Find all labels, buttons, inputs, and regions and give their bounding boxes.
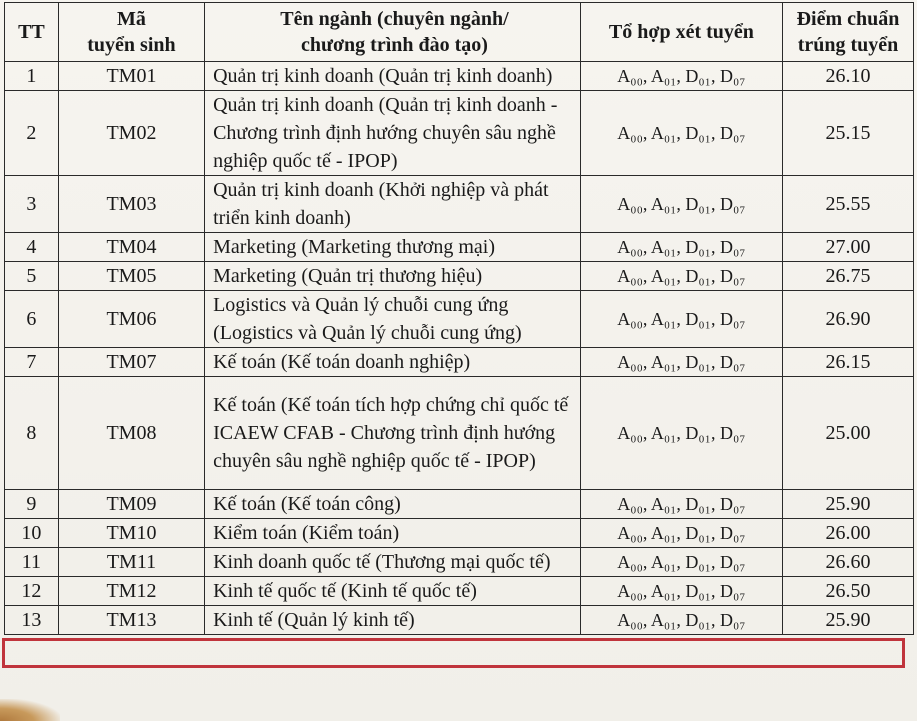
admission-score-table — [4, 2, 914, 635]
table-row — [5, 490, 914, 519]
row-name: Kế toán (Kế toán doanh nghiệp) — [205, 348, 581, 377]
row-tt: 8 — [5, 377, 59, 490]
row-code: TM02 — [58, 91, 204, 176]
row-tt: 9 — [5, 490, 59, 519]
row-name: Kinh doanh quốc tế (Thương mại quốc tế) — [205, 548, 581, 577]
header-combination: Tổ hợp xét tuyển — [580, 3, 782, 62]
row-combination: A₀₀, A₀₁, D₀₁, D₀₇ — [580, 91, 782, 176]
row-score: 25.15 — [782, 91, 913, 176]
row-code: TM09 — [58, 490, 204, 519]
row-code: TM01 — [58, 62, 204, 91]
row-name: Kinh tế quốc tế (Kinh tế quốc tế) — [205, 577, 581, 606]
row-score: 25.90 — [782, 490, 913, 519]
row-score: 26.00 — [782, 519, 913, 548]
row-name: Marketing (Marketing thương mại) — [205, 233, 581, 262]
row-tt: 10 — [5, 519, 59, 548]
row-combination: A₀₀, A₀₁, D₀₁, D₀₇ — [580, 348, 782, 377]
row-name: Kiểm toán (Kiểm toán) — [205, 519, 581, 548]
row-name: Logistics và Quản lý chuỗi cung ứng (Logistics và Quản lý chuỗi cung ứng) — [205, 291, 581, 348]
row-combination: A₀₀, A₀₁, D₀₁, D₀₇ — [580, 62, 782, 91]
row-code: TM06 — [58, 291, 204, 348]
row-combination: A₀₀, A₀₁, D₀₁, D₀₇ — [580, 233, 782, 262]
row-tt: 1 — [5, 62, 59, 91]
row-score: 26.50 — [782, 577, 913, 606]
header-code: Mã tuyển sinh — [58, 3, 204, 62]
corner-shadow — [0, 699, 60, 721]
row-tt: 12 — [5, 577, 59, 606]
table-row — [5, 519, 914, 548]
table-row — [5, 348, 914, 377]
row-combination: A₀₀, A₀₁, D₀₁, D₀₇ — [580, 377, 782, 490]
row-code: TM08 — [58, 377, 204, 490]
header-name: Tên ngành (chuyên ngành/ chương trình đào tạo) — [205, 3, 581, 62]
table-row — [5, 262, 914, 291]
row-name: Quản trị kinh doanh (Quản trị kinh doanh - Chương trình định hướng chuyên sâu nghề nghiệp quốc tế - IPOP) — [205, 91, 581, 176]
row-code: TM10 — [58, 519, 204, 548]
row-tt: 11 — [5, 548, 59, 577]
row-combination: A₀₀, A₀₁, D₀₁, D₀₇ — [580, 490, 782, 519]
row-code: TM05 — [58, 262, 204, 291]
table-row — [5, 548, 914, 577]
row-score: 27.00 — [782, 233, 913, 262]
row-name: Kế toán (Kế toán tích hợp chứng chỉ quốc tế ICAEW CFAB - Chương trình định hướng chuyên sâu nghề nghiệp quốc tế - IPOP) — [205, 377, 581, 490]
row-score: 26.10 — [782, 62, 913, 91]
row-code: TM11 — [58, 548, 204, 577]
row-code: TM12 — [58, 577, 204, 606]
row-name: Quản trị kinh doanh (Quản trị kinh doanh) — [205, 62, 581, 91]
row-score: 25.90 — [782, 606, 913, 635]
header-tt: TT — [5, 3, 59, 62]
table-header-row — [5, 3, 914, 62]
table-row — [5, 176, 914, 233]
row-tt: 13 — [5, 606, 59, 635]
row-combination: A₀₀, A₀₁, D₀₁, D₀₇ — [580, 606, 782, 635]
row-score: 26.15 — [782, 348, 913, 377]
row-combination: A₀₀, A₀₁, D₀₁, D₀₇ — [580, 519, 782, 548]
row-combination: A₀₀, A₀₁, D₀₁, D₀₇ — [580, 176, 782, 233]
table-row — [5, 291, 914, 348]
row-code: TM13 — [58, 606, 204, 635]
row-score: 25.55 — [782, 176, 913, 233]
row-combination: A₀₀, A₀₁, D₀₁, D₀₇ — [580, 262, 782, 291]
row-combination: A₀₀, A₀₁, D₀₁, D₀₇ — [580, 291, 782, 348]
row-combination: A₀₀, A₀₁, D₀₁, D₀₇ — [580, 548, 782, 577]
highlight-box — [2, 638, 905, 668]
row-score: 26.75 — [782, 262, 913, 291]
row-combination: A₀₀, A₀₁, D₀₁, D₀₇ — [580, 577, 782, 606]
row-tt: 5 — [5, 262, 59, 291]
row-score: 26.90 — [782, 291, 913, 348]
row-tt: 7 — [5, 348, 59, 377]
row-name: Kế toán (Kế toán công) — [205, 490, 581, 519]
row-code: TM03 — [58, 176, 204, 233]
row-tt: 2 — [5, 91, 59, 176]
row-code: TM04 — [58, 233, 204, 262]
row-tt: 6 — [5, 291, 59, 348]
table-row — [5, 377, 914, 490]
row-name: Kinh tế (Quản lý kinh tế) — [205, 606, 581, 635]
row-score: 26.60 — [782, 548, 913, 577]
table-row — [5, 233, 914, 262]
table-row — [5, 62, 914, 91]
header-score: Điểm chuẩn trúng tuyển — [782, 3, 913, 62]
row-name: Marketing (Quản trị thương hiệu) — [205, 262, 581, 291]
row-tt: 3 — [5, 176, 59, 233]
row-score: 25.00 — [782, 377, 913, 490]
table-row — [5, 606, 914, 635]
table-row — [5, 91, 914, 176]
table-row-highlighted — [5, 577, 914, 606]
row-code: TM07 — [58, 348, 204, 377]
row-tt: 4 — [5, 233, 59, 262]
row-name: Quản trị kinh doanh (Khởi nghiệp và phát triển kinh doanh) — [205, 176, 581, 233]
